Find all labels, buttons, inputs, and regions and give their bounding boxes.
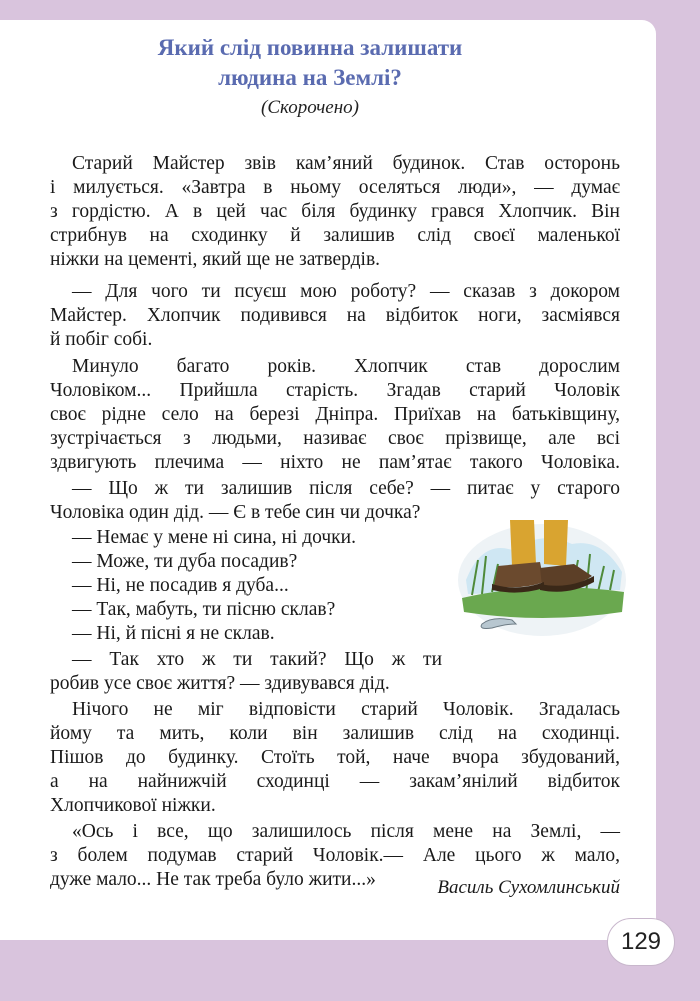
text-line: своє рідне село на березі Дніпра. Приїхав на батьківщину, xyxy=(50,404,620,425)
text-line: — Для чого ти псуєш мою роботу? — сказав з докором xyxy=(72,281,620,302)
text-line: Нічого не міг відповісти старий Чоловік. Згадалась xyxy=(72,699,620,720)
text-line: здвигують плечима — ніхто не пам’ятає такого Чоловіка. xyxy=(50,452,620,473)
text-line: йому та мить, коли він залишив слід на сходинці. xyxy=(50,723,620,744)
text-line: — Так, мабуть, ти пісню склав? xyxy=(72,599,336,620)
author-signature: Василь Сухомлинський xyxy=(437,877,620,898)
text-line: — Ні, й пісні я не склав. xyxy=(72,623,275,644)
text-line: — Немає у мене ні сина, ні дочки. xyxy=(72,527,356,548)
text-line: робив усе своє життя? — здивувався дід. xyxy=(50,673,390,694)
text-line: — Що ж ти залишив після себе? — питає у старого xyxy=(72,478,620,499)
text-line: Пішов до будинку. Стоїть той, наче вчора збудований, xyxy=(50,747,620,768)
story-title xyxy=(60,33,560,93)
text-line: — Так хто ж ти такий? Що ж ти xyxy=(72,649,442,670)
text-line: «Ось і все, що залишилось після мене на Землі, — xyxy=(72,821,620,842)
text-line: й побіг собі. xyxy=(50,329,153,350)
text-line: Майстер. Хлопчик подивився на відбиток ноги, засміявся xyxy=(50,305,620,326)
text-line: зустрічається з людьми, називає своє прізвище, але всі xyxy=(50,428,620,449)
text-line: Минуло багато років. Хлопчик став дорослим xyxy=(72,356,620,377)
text-line: Чоловіком... Прийшла старість. Згадав старий Чоловік xyxy=(50,380,620,401)
text-line: з болем подумав старий Чоловік.— Але цього ж мало, xyxy=(50,845,620,866)
title-line: Який слід повинна залишати xyxy=(157,35,463,60)
text-line: дуже мало... Не так треба було жити...» xyxy=(50,869,376,890)
text-line: — Може, ти дуба посадив? xyxy=(72,551,298,572)
text-line: і милується. «Завтра в ньому оселяться люди», — думає xyxy=(50,177,620,198)
title-line: людина на Землі? xyxy=(218,65,402,90)
text-line: — Ні, не посадив я дуба... xyxy=(72,575,289,596)
text-line: Старий Майстер звів кам’яний будинок. Став осторонь xyxy=(72,153,620,174)
text-line: Чоловіка один дід. — Є в тебе син чи дочка? xyxy=(50,502,421,523)
text-line: з гордістю. А в цей час біля будинку грався Хлопчик. Він xyxy=(50,201,620,222)
text-line: Хлопчикової ніжки. xyxy=(50,795,216,816)
text-line: стрибнув на сходинку й залишив слід своєї маленької xyxy=(50,225,620,246)
boots-illustration xyxy=(452,520,628,638)
page-number: 129 xyxy=(607,918,675,966)
text-line: а на найнижчій сходинці — закам’янілий відбиток xyxy=(50,771,620,792)
text-line: ніжки на цементі, який ще не затвердів. xyxy=(50,249,381,270)
story-subtitle: (Скорочено) xyxy=(261,97,359,118)
